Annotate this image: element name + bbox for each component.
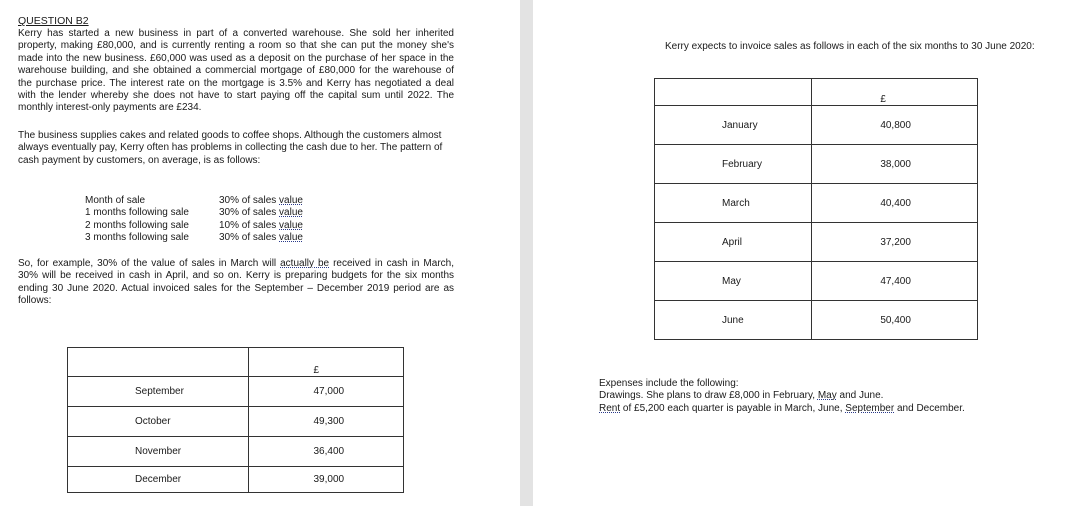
rent-line: Rent of £5,200 each quarter is payable in March, June, September and December. [599,402,965,414]
amount-cell: 40,400 [812,184,978,223]
table-row [655,184,978,223]
business-paragraph: The business supplies cakes and related goods to coffee shops. Although the customers almost always eventually pay, Kerry often has problems in collecting the cash due to her. The pattern of cash payment by customers, on average, is as follows: [18,130,443,166]
table-row [68,377,404,407]
table-header-row [655,79,978,106]
table-row [655,262,978,301]
amount-cell: 37,200 [812,223,978,262]
table-row [655,106,978,145]
month-cell: June [655,301,812,340]
question-heading: QUESTION B2 [18,15,89,27]
past-sales-table [67,347,404,493]
table-header-row [68,348,404,377]
amount-cell: 38,000 [812,145,978,184]
payment-share: 10% of sales value [219,219,303,231]
table-row [68,437,404,467]
currency-header: £ [249,348,404,377]
forecast-sales-table [654,78,978,340]
month-cell: April [655,223,812,262]
payment-timing: Month of sale [85,195,146,206]
payment-share: 30% of sales value [219,232,303,244]
payment-pattern-row [85,207,303,219]
month-cell: May [655,262,812,301]
drawings-line: Drawings. She plans to draw £8,000 in February, May and June. [599,390,884,402]
amount-cell: 36,400 [249,437,404,467]
expenses-block [599,378,965,415]
payment-timing: 1 months following sale [85,207,189,219]
month-cell: January [655,106,812,145]
payment-pattern-row [85,220,303,232]
month-cell: November [68,437,249,467]
amount-cell: 49,300 [249,407,404,437]
expenses-heading: Expenses include the following: [599,378,739,389]
table-row [68,407,404,437]
month-cell: December [68,467,249,493]
amount-cell: 39,000 [249,467,404,493]
amount-cell: 50,400 [812,301,978,340]
example-paragraph: So, for example, 30% of the value of sales in March will actually be received in cash in March, 30% will be received in cash in April, and so on. Kerry is preparing budgets for the six months ending 30 June 2020. Actual invoiced sales for the September – December 2019 period are as follows: [18,258,454,307]
month-cell: February [655,145,812,184]
amount-cell: 47,400 [812,262,978,301]
month-cell: March [655,184,812,223]
month-cell: October [68,407,249,437]
amount-cell: 40,800 [812,106,978,145]
payment-timing: 3 months following sale [85,232,189,244]
table-row [655,145,978,184]
table-row [68,467,404,493]
payment-share: 30% of sales value [219,195,303,206]
payment-pattern-list [85,195,303,245]
intro-paragraph: Kerry has started a new business in part of a converted warehouse. She sold her inherited property, making £80,000, and is currently renting a room so that she can put the money she's made into the new business. £60,000 was used as a deposit on the purchase of her space in the warehouse building, and she obtained a commercial mortgage of £80,000 for the warehouse of the purchase price. The interest rate on the mortgage is 3.5% and Kerry has negotiated a deal with the lender whereby she does not have to start paying off the capital sum until 2022. The monthly interest-only payments are £234. [18,28,454,114]
page-gutter [520,0,533,506]
table-row [655,223,978,262]
payment-timing: 2 months following sale [85,219,189,231]
payment-pattern-row [85,195,303,207]
currency-header: £ [812,79,978,106]
payment-pattern-row [85,232,303,244]
table-row [655,301,978,340]
month-cell: September [68,377,249,407]
payment-share: 30% of sales value [219,207,303,219]
forecast-intro: Kerry expects to invoice sales as follows in each of the six months to 30 June 2020: [665,41,1035,52]
amount-cell: 47,000 [249,377,404,407]
